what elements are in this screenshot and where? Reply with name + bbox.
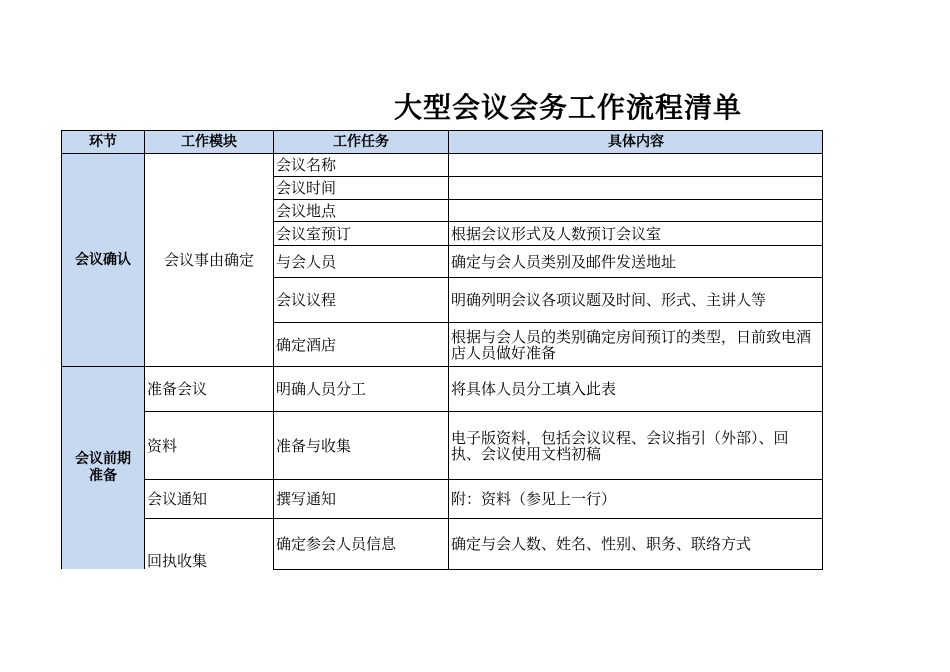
module-cell: 会议事由确定	[144, 153, 273, 366]
detail-cell: 附：资料（参见上一行）	[448, 479, 823, 518]
detail-cell	[448, 199, 823, 221]
task-cell: 撰写通知	[273, 479, 448, 518]
sheet-title: 大型会议会务工作流程清单	[394, 91, 743, 124]
stage-cell: 会议前期 准备	[61, 366, 144, 569]
detail-cell	[448, 176, 823, 199]
task-cell: 会议地点	[273, 199, 448, 221]
task-cell: 准备与收集	[273, 411, 448, 479]
detail-cell: 根据会议形式及人数预订会议室	[448, 221, 823, 245]
detail-cell: 电子版资料，包括会议议程、会议指引（外部）、回执、会议使用文档初稿	[448, 411, 823, 479]
task-cell: 会议时间	[273, 176, 448, 199]
task-cell: 明确人员分工	[273, 366, 448, 411]
task-cell: 会议议程	[273, 277, 448, 322]
header-task: 工作任务	[273, 130, 448, 153]
detail-cell: 根据与会人员的类别确定房间预订的类型，日前致电酒店人员做好准备	[448, 322, 823, 366]
header-stage: 环节	[61, 130, 144, 153]
module-cell: 会议通知	[144, 479, 273, 518]
detail-cell: 确定与会人数、姓名、性别、职务、联络方式	[448, 518, 823, 569]
module-cell: 资料	[144, 411, 273, 479]
task-cell: 确定酒店	[273, 322, 448, 366]
module-cell: 回执收集	[144, 518, 273, 569]
header-detail: 具体内容	[448, 130, 823, 153]
task-cell: 与会人员	[273, 245, 448, 277]
stage-cell: 会议确认	[61, 153, 144, 366]
detail-cell: 确定与会人员类别及邮件发送地址	[448, 245, 823, 277]
table-bottom-border	[273, 569, 823, 570]
detail-cell	[448, 153, 823, 176]
table-right-border	[822, 130, 823, 570]
header-module: 工作模块	[144, 130, 273, 153]
detail-cell: 将具体人员分工填入此表	[448, 366, 823, 411]
detail-cell: 明确列明会议各项议题及时间、形式、主讲人等	[448, 277, 823, 322]
task-cell: 会议室预订	[273, 221, 448, 245]
module-cell: 准备会议	[144, 366, 273, 411]
task-cell: 会议名称	[273, 153, 448, 176]
task-cell: 确定参会人员信息	[273, 518, 448, 569]
